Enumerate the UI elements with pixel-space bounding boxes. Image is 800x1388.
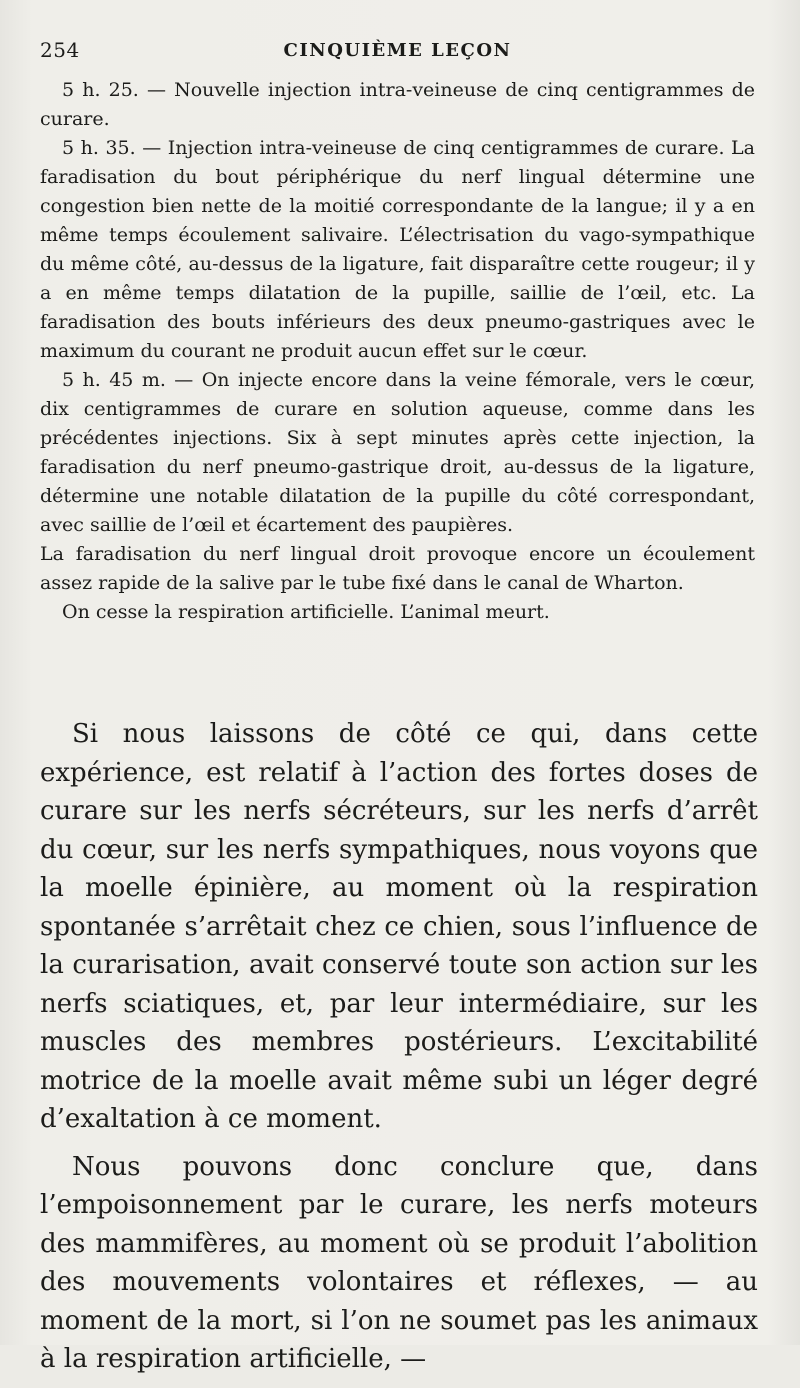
note-paragraph: 5 h. 45 m. — On injecte encore dans la veine fémorale, vers le cœur, dix centigrammes de curare en solution aqueuse, comme dans les précédentes injections. Six à sept minutes après cette injection, la faradisation du nerf pneumo-gastrique droit, au-dessus de la ligature, détermine une notable dilatation de la pupille du côté correspondant, avec saillie de l’œil et écartement des paupières. <box>40 369 755 536</box>
page-number: 254 <box>40 38 80 62</box>
main-text <box>40 715 758 1388</box>
note-paragraph: La faradisation du nerf lingual droit provoque encore un écoulement assez rapide de la salive par le tube fixé dans le canal de Wharton. <box>40 543 755 594</box>
page-header <box>40 38 755 68</box>
body-paragraph: Si nous laissons de côté ce qui, dans cette expérience, est relatif à l’action des fortes doses de curare sur les nerfs sécréteurs, sur les nerfs d’arrêt du cœur, sur les nerfs sympathiques, nous voyons que la moelle épinière, au moment où la respiration spontanée s’arrêtait chez ce chien, sous l’influence de la curarisation, avait conservé toute son action sur les nerfs sciatiques, et, par leur intermédiaire, sur les muscles des membres postérieurs. L’excitabilité motrice de la moelle avait même subi un léger degré d’exaltation à ce moment. <box>40 719 758 1134</box>
note-paragraph: 5 h. 35. — Injection intra-veineuse de cinq centigrammes de curare. La faradisation du bout périphérique du nerf lingual détermine une congestion bien nette de la moitié correspondante de la langue; il y a en même temps écoulement salivaire. L’électrisation du vago-sympathique du même côté, au-dessus de la ligature, fait disparaître cette rougeur; il y a en même temps dilatation de la pupille, saillie de l’œil, etc. La faradisation des bouts inférieurs des deux pneumo-gastriques avec le maximum du courant ne produit aucun effet sur le cœur. <box>40 137 755 362</box>
experiment-notes <box>40 76 755 627</box>
running-title: CINQUIÈME LEÇON <box>283 40 512 61</box>
body-paragraph: Nous pouvons donc conclure que, dans l’empoisonnement par le curare, les nerfs moteurs des mammifères, au moment où se produit l’abolition des mouvements volontaires et réflexes, — au moment de la mort, si l’on ne soumet pas les animaux à la respiration artificielle, — <box>40 1151 758 1374</box>
note-paragraph: On cesse la respiration artificielle. L’animal meurt. <box>62 601 550 623</box>
note-paragraph: 5 h. 25. — Nouvelle injection intra-veineuse de cinq centigrammes de curare. <box>40 79 755 130</box>
